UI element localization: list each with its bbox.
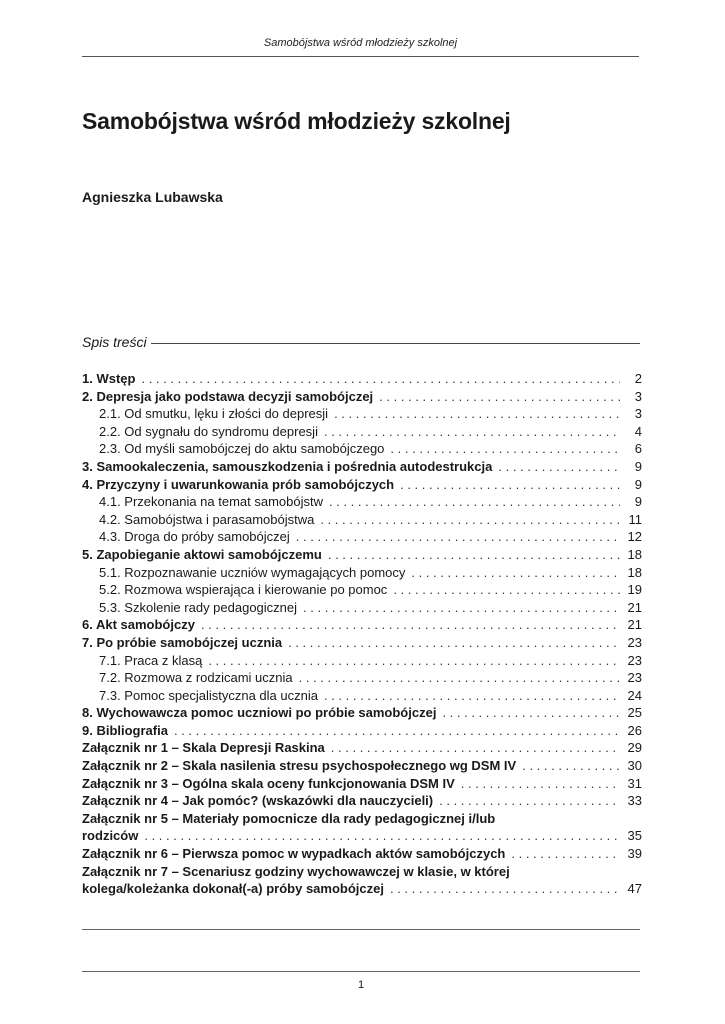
toc-entry-page: 35	[627, 828, 642, 844]
toc-entry[interactable]	[82, 546, 642, 564]
toc-entry-title: 4.3. Droga do próby samobójczej	[99, 529, 290, 545]
table-of-contents	[82, 370, 642, 898]
toc-entry-page: 21	[627, 599, 642, 615]
toc-leader-dots	[303, 599, 620, 617]
toc-entry[interactable]	[82, 528, 642, 546]
toc-leader-dots	[390, 440, 620, 458]
toc-entry-title: 9. Bibliografia	[82, 722, 168, 738]
toc-entry-page: 3	[634, 388, 642, 404]
toc-leader-dots	[411, 564, 620, 582]
toc-entry-page: 25	[627, 705, 642, 721]
toc-entry-page: 29	[627, 740, 642, 756]
toc-entry-title: 2.1. Od smutku, lęku i złości do depresji	[99, 406, 329, 422]
toc-entry[interactable]	[82, 388, 642, 406]
toc-entry-title: Załącznik nr 1 – Skala Depresji Raskina	[82, 740, 325, 756]
toc-entry-page: 6	[634, 441, 642, 457]
toc-entry[interactable]	[82, 493, 642, 511]
toc-leader-dots	[208, 652, 620, 670]
toc-leader-dots	[328, 546, 620, 564]
toc-entry[interactable]	[82, 581, 642, 599]
toc-entry[interactable]	[82, 652, 642, 670]
toc-leader-dots	[522, 757, 620, 775]
toc-entry-page: 9	[634, 458, 642, 474]
toc-entry-title: Załącznik nr 6 – Pierwsza pomoc w wypadkach aktów samobójczych	[82, 846, 506, 862]
toc-entry-title: 5.1. Rozpoznawanie uczniów wymagających pomocy	[99, 564, 406, 580]
toc-entry-page: 39	[627, 846, 642, 862]
toc-entry[interactable]	[82, 423, 642, 441]
toc-entry-page: 11	[628, 511, 642, 527]
toc-entry-page: 3	[634, 406, 642, 422]
toc-entry[interactable]	[82, 880, 642, 898]
toc-leader-dots	[201, 616, 620, 634]
toc-entry-title: 1. Wstęp	[82, 371, 136, 386]
footer-divider-bottom	[82, 971, 640, 972]
toc-entry[interactable]	[82, 440, 642, 458]
toc-entry-title: 7.2. Rozmowa z rodzicami ucznia	[99, 670, 293, 686]
toc-heading-rule	[151, 343, 640, 344]
toc-entry[interactable]	[82, 687, 642, 705]
toc-entry-page: 21	[627, 617, 642, 633]
page-number: 1	[357, 979, 365, 991]
toc-heading-label: Spis treści	[82, 334, 147, 350]
toc-entry-title: 7.3. Pomoc specjalistyczna dla ucznia	[99, 687, 318, 703]
toc-leader-dots	[461, 775, 620, 793]
toc-entry-title-line: Załącznik nr 5 – Materiały pomocnicze dla rady pedagogicznej i/lub	[82, 810, 496, 826]
document-author: Agnieszka Lubawska	[82, 189, 223, 205]
toc-entry-title: 2. Depresja jako podstawa decyzji samobójczej	[82, 388, 374, 404]
toc-entry-title: Załącznik nr 2 – Skala nasilenia stresu psychospołecznego wg DSM IV	[82, 758, 517, 774]
toc-leader-dots	[174, 722, 620, 740]
toc-entry-page: 2	[634, 371, 642, 386]
toc-entry-title: 5.3. Szkolenie rady pedagogicznej	[99, 599, 298, 615]
toc-entry-page: 9	[634, 476, 642, 492]
toc-leader-dots	[390, 880, 620, 898]
document-title: Samobójstwa wśród młodzieży szkolnej	[82, 108, 511, 134]
header-divider	[82, 56, 639, 57]
toc-entry-title: 3. Samookaleczenia, samouszkodzenia i pośrednia autodestrukcja	[82, 458, 493, 474]
toc-entry[interactable]	[82, 599, 642, 617]
toc-entry-title: Załącznik nr 4 – Jak pomóc? (wskazówki dla nauczycieli)	[82, 793, 434, 809]
toc-entry-page: 23	[627, 670, 642, 686]
toc-entry-page: 33	[627, 793, 642, 809]
toc-entry-title: Załącznik nr 3 – Ogólna skala oceny funkcjonowania DSM IV	[82, 775, 455, 791]
toc-leader-dots	[288, 634, 620, 652]
toc-entry-page: 30	[627, 758, 642, 774]
toc-entry-title: rodziców	[82, 828, 139, 844]
toc-entry-page: 12	[627, 529, 642, 545]
toc-entry[interactable]	[82, 476, 642, 494]
toc-entry-title-line: Załącznik nr 7 – Scenariusz godziny wychowawczej w klasie, w której	[82, 863, 510, 879]
toc-entry[interactable]	[82, 827, 642, 845]
toc-leader-dots	[299, 669, 620, 687]
toc-entry[interactable]	[82, 616, 642, 634]
toc-entry[interactable]	[82, 757, 642, 775]
running-header: Samobójstwa wśród młodzieży szkolnej	[263, 37, 458, 49]
toc-entry-title: 2.2. Od sygnału do syndromu depresji	[99, 423, 318, 439]
toc-leader-dots	[331, 739, 620, 757]
toc-entry-page: 47	[627, 881, 642, 897]
toc-entry-page: 18	[627, 564, 642, 580]
toc-entry-page: 4	[634, 423, 642, 439]
toc-entry[interactable]	[82, 405, 642, 423]
toc-entry[interactable]	[82, 458, 642, 476]
toc-entry-title: 4.2. Samobójstwa i parasamobójstwa	[99, 511, 315, 527]
toc-entry-page: 18	[627, 546, 642, 562]
toc-leader-dots	[141, 370, 620, 388]
toc-entry-page: 23	[627, 652, 642, 668]
toc-entry-title: 7.1. Praca z klasą	[99, 652, 203, 668]
toc-entry[interactable]	[82, 845, 642, 863]
toc-entry[interactable]	[82, 722, 642, 740]
toc-entry[interactable]	[82, 564, 642, 582]
toc-entry-page: 23	[627, 634, 642, 650]
toc-leader-dots	[320, 511, 620, 529]
toc-entry-title: 5. Zapobieganie aktowi samobójczemu	[82, 546, 322, 562]
toc-entry-page: 24	[627, 687, 642, 703]
toc-leader-dots	[324, 687, 620, 705]
toc-entry[interactable]	[82, 669, 642, 687]
toc-entry[interactable]	[82, 634, 642, 652]
toc-entry-page: 26	[627, 722, 642, 738]
toc-entry-title: 2.3. Od myśli samobójczej do aktu samobójczego	[99, 441, 385, 457]
toc-entry[interactable]	[82, 739, 642, 757]
toc-entry[interactable]	[82, 792, 642, 810]
toc-entry-title: kolega/koleżanka dokonał(-a) próby samobójczej	[82, 881, 384, 897]
toc-entry[interactable]	[82, 370, 642, 388]
toc-heading	[82, 334, 640, 350]
footer-divider-top	[82, 929, 640, 930]
toc-entry-title: 6. Akt samobójczy	[82, 617, 195, 633]
toc-leader-dots	[334, 405, 620, 423]
toc-entry-page: 9	[634, 494, 642, 510]
toc-entry-title: 4. Przyczyny i uwarunkowania prób samobójczych	[82, 476, 395, 492]
toc-leader-dots	[498, 458, 620, 476]
toc-leader-dots	[324, 423, 620, 441]
toc-entry[interactable]	[82, 704, 642, 722]
toc-entry-page: 31	[627, 775, 642, 791]
toc-entry-title: 7. Po próbie samobójczej ucznia	[82, 634, 283, 650]
toc-leader-dots	[511, 845, 620, 863]
toc-entry-title: 8. Wychowawcza pomoc uczniowi po próbie samobójczej	[82, 705, 437, 721]
toc-leader-dots	[400, 476, 620, 494]
toc-entry-title: 5.2. Rozmowa wspierająca i kierowanie po pomoc	[99, 582, 388, 598]
toc-entry[interactable]	[82, 775, 642, 793]
toc-leader-dots	[439, 792, 620, 810]
toc-entry[interactable]	[82, 511, 642, 529]
toc-entry-title: 4.1. Przekonania na temat samobójstw	[99, 494, 324, 510]
toc-leader-dots	[393, 581, 620, 599]
toc-leader-dots	[379, 388, 620, 406]
toc-leader-dots	[144, 827, 620, 845]
toc-entry-page: 19	[627, 582, 642, 598]
toc-leader-dots	[442, 704, 620, 722]
toc-leader-dots	[296, 528, 620, 546]
toc-leader-dots	[329, 493, 620, 511]
